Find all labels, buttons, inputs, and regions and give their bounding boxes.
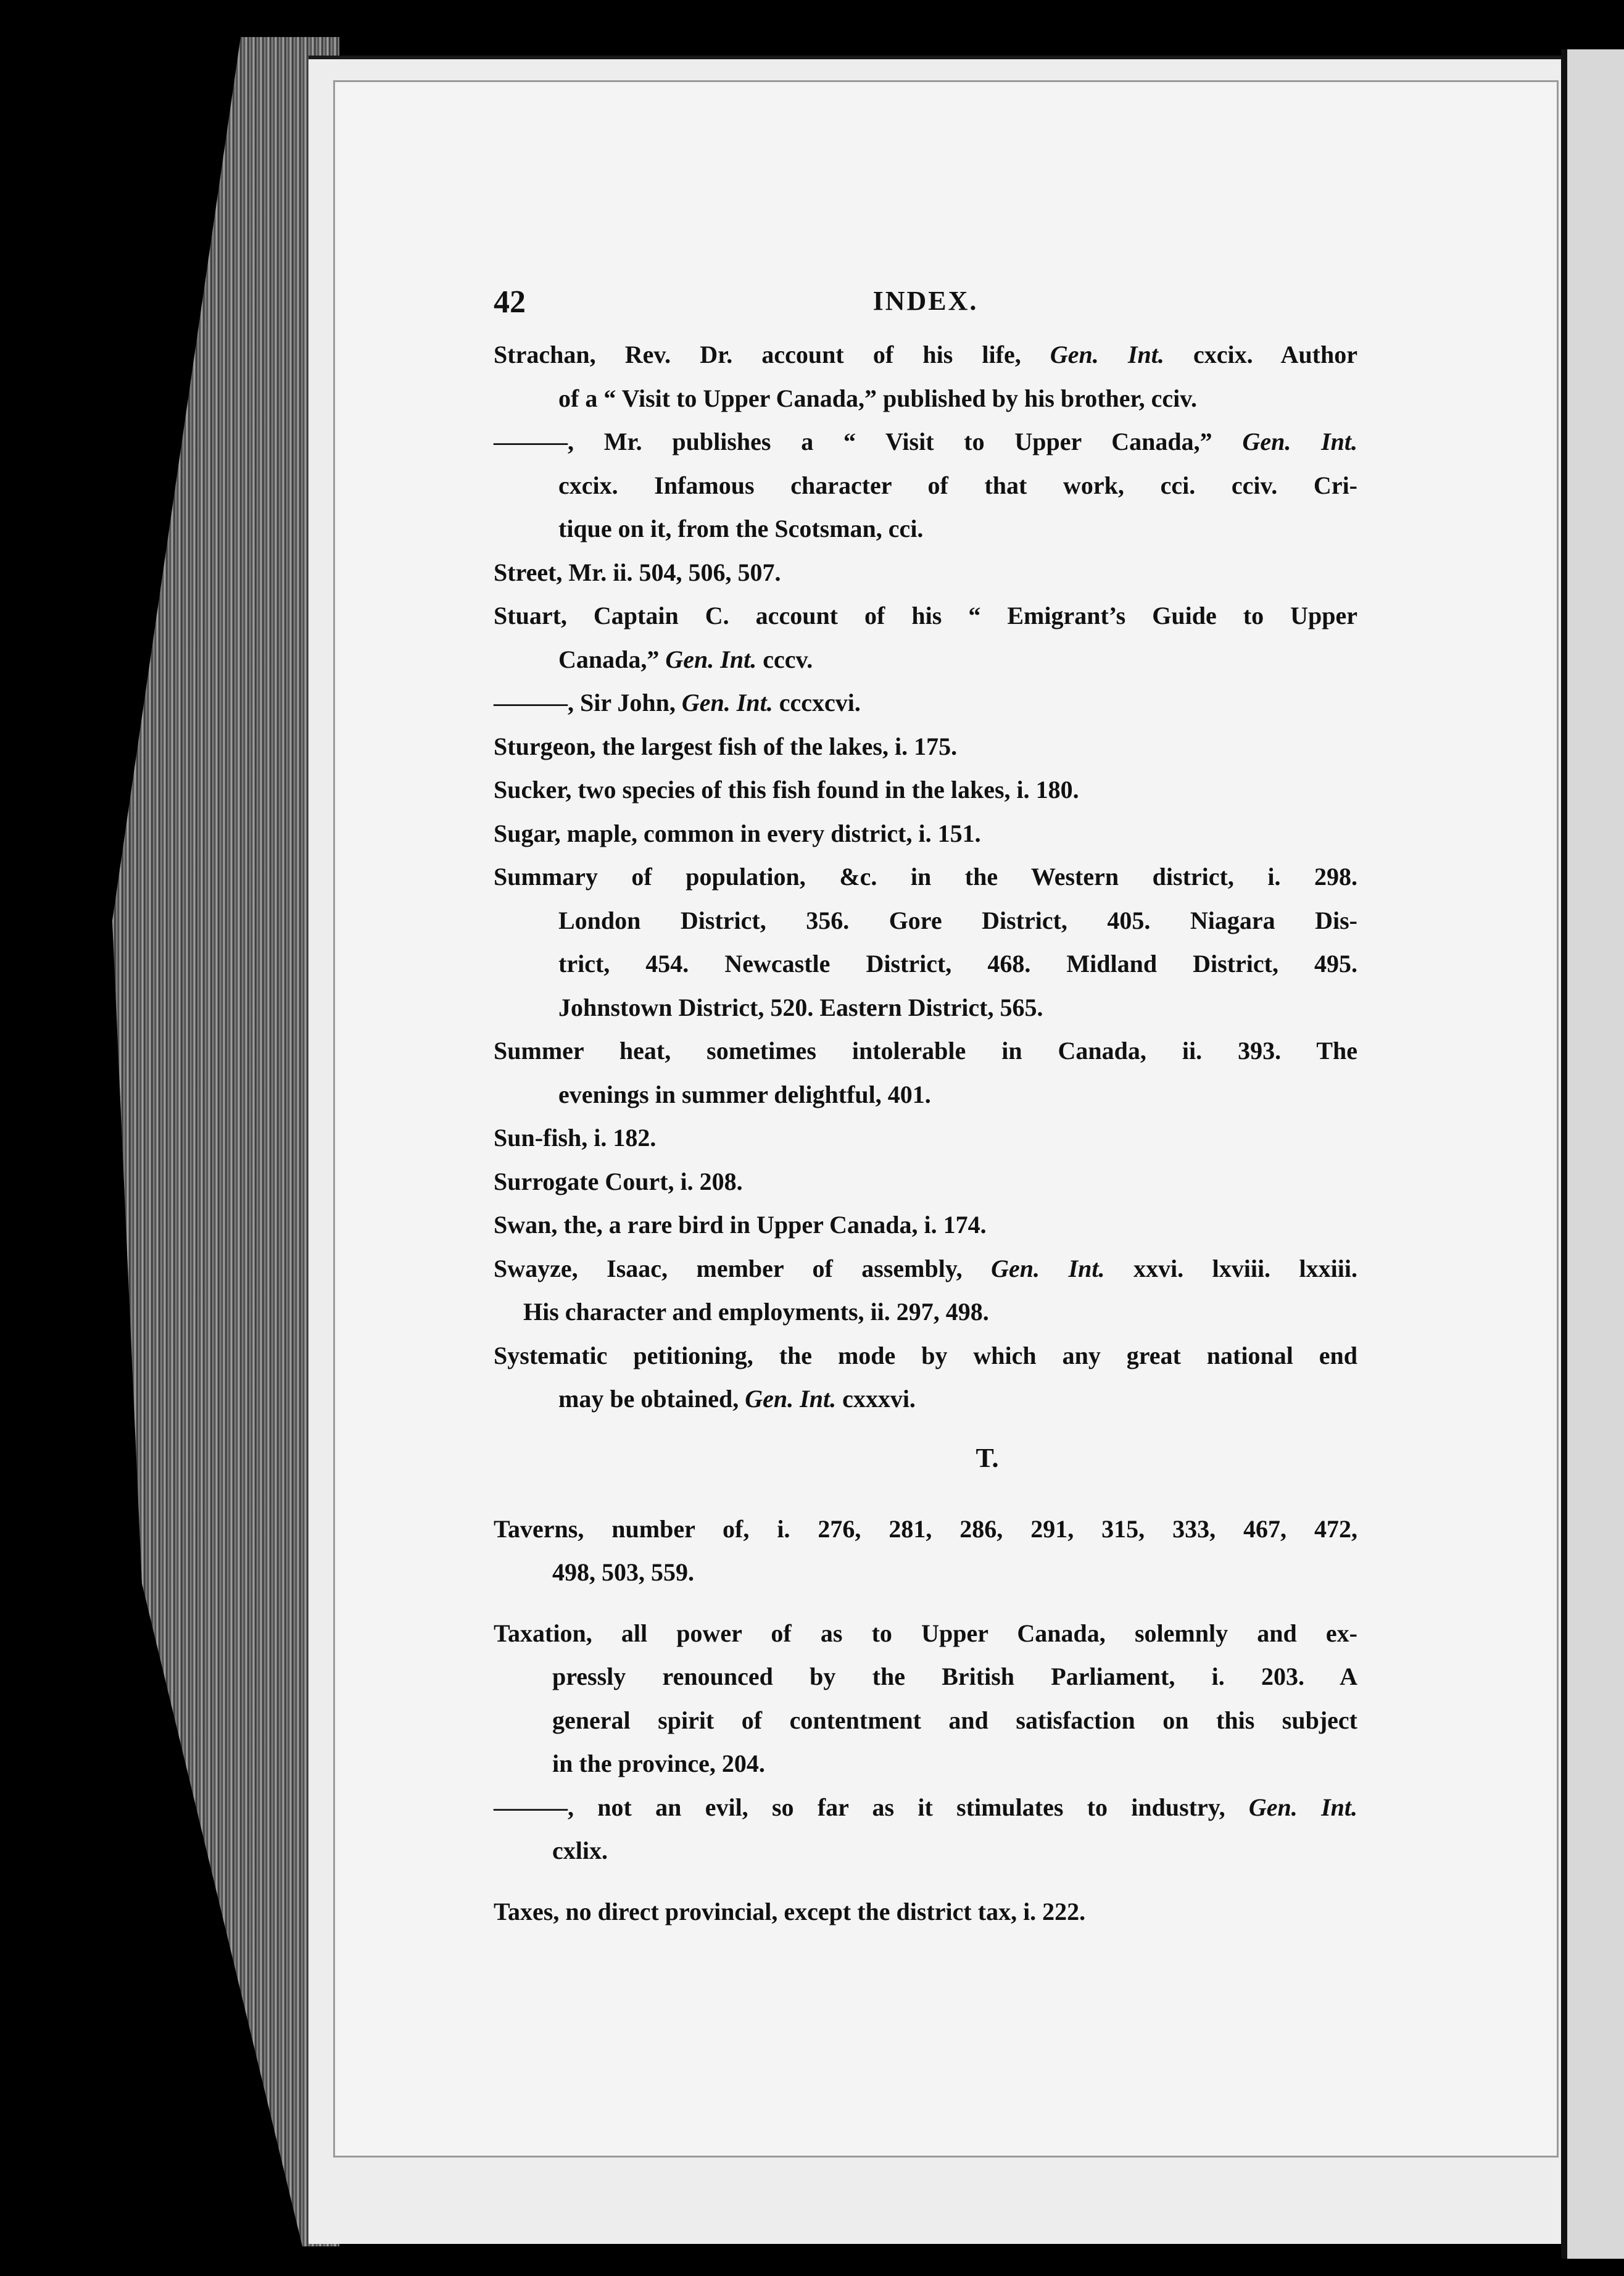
index-entry-sucker: Sucker, two species of this fish found in the lakes, i. 180. <box>494 776 1079 804</box>
index-entry-systematic-petitioning: Systematic petitioning, the mode by which any great national end may be obtained, Gen. Int. cxxxvi. <box>494 1341 1357 1413</box>
running-title: INDEX. <box>872 286 979 316</box>
index-page-content <box>494 284 1357 1933</box>
index-entry-stuart-captain: Stuart, Captain C. account of his “ Emigrant’s Guide to Upper Canada,” Gen. Int. cccv. <box>494 602 1357 673</box>
index-entry-taverns: Taverns, number of, i. 276, 281, 286, 291, 315, 333, 467, 472, 498, 503, 559. <box>494 1514 1357 1586</box>
facing-page-edge <box>1561 49 1624 2259</box>
index-entry-swayze: Swayze, Isaac, member of assembly, Gen. Int. xxvi. lxviii. lxxiii. His character and employments, ii. 297, 498. <box>494 1254 1358 1326</box>
index-entry-summary: Summary of population, &c. in the Western district, i. 298. London District, 356. Gore District, 405. Niagara Dis- trict, 454. Newcastle District, 468. Midland District, 495. Johnstown District, 520. Eastern District, 565. <box>494 863 1357 1021</box>
index-entry-taxes: Taxes, no direct provincial, except the district tax, i. 222. <box>494 1897 1086 1925</box>
index-entry-taxation-evil: ———, not an evil, so far as it stimulates to industry, Gen. Int. cxlix. <box>494 1793 1357 1864</box>
index-entry-strachan-rev: Strachan, Rev. Dr. account of his life, Gen. Int. cxcix. Author of a “ Visit to Upper Canada,” published by his brother, cciv. <box>494 341 1358 412</box>
index-entry-sugar: Sugar, maple, common in every district, i. 151. <box>494 819 981 847</box>
index-entry-strachan-mr: ———, Mr. publishes a “ Visit to Upper Canada,” Gen. Int. cxcix. Infamous character of that work, cci. cciv. Cri- tique on it, from the Scotsman, cci. <box>494 428 1358 542</box>
index-entry-sun-fish: Sun-fish, i. 182. <box>494 1124 657 1152</box>
page-number: 42 <box>494 284 526 320</box>
page-header <box>494 284 1357 333</box>
book-fore-edge <box>93 37 339 2246</box>
index-entry-summer-heat: Summer heat, sometimes intolerable in Canada, ii. 393. The evenings in summer delightful, 401. <box>494 1037 1357 1108</box>
index-entry-taxation: Taxation, all power of as to Upper Canada, solemnly and ex- pressly renounced by the British Parliament, i. 203. A general spirit of contentment and satisfaction on this subject in the province, 204. <box>494 1619 1357 1777</box>
section-letter-heading: T. <box>976 1442 999 1473</box>
index-entry-stuart-sir-john: ———, Sir John, Gen. Int. cccxcvi. <box>494 689 861 716</box>
index-entry-surrogate-court: Surrogate Court, i. 208. <box>494 1167 743 1195</box>
index-entry-sturgeon: Sturgeon, the largest fish of the lakes, i. 175. <box>494 732 958 760</box>
index-entry-street: Street, Mr. ii. 504, 506, 507. <box>494 558 781 586</box>
index-entry-swan: Swan, the, a rare bird in Upper Canada, i. 174. <box>494 1211 987 1239</box>
